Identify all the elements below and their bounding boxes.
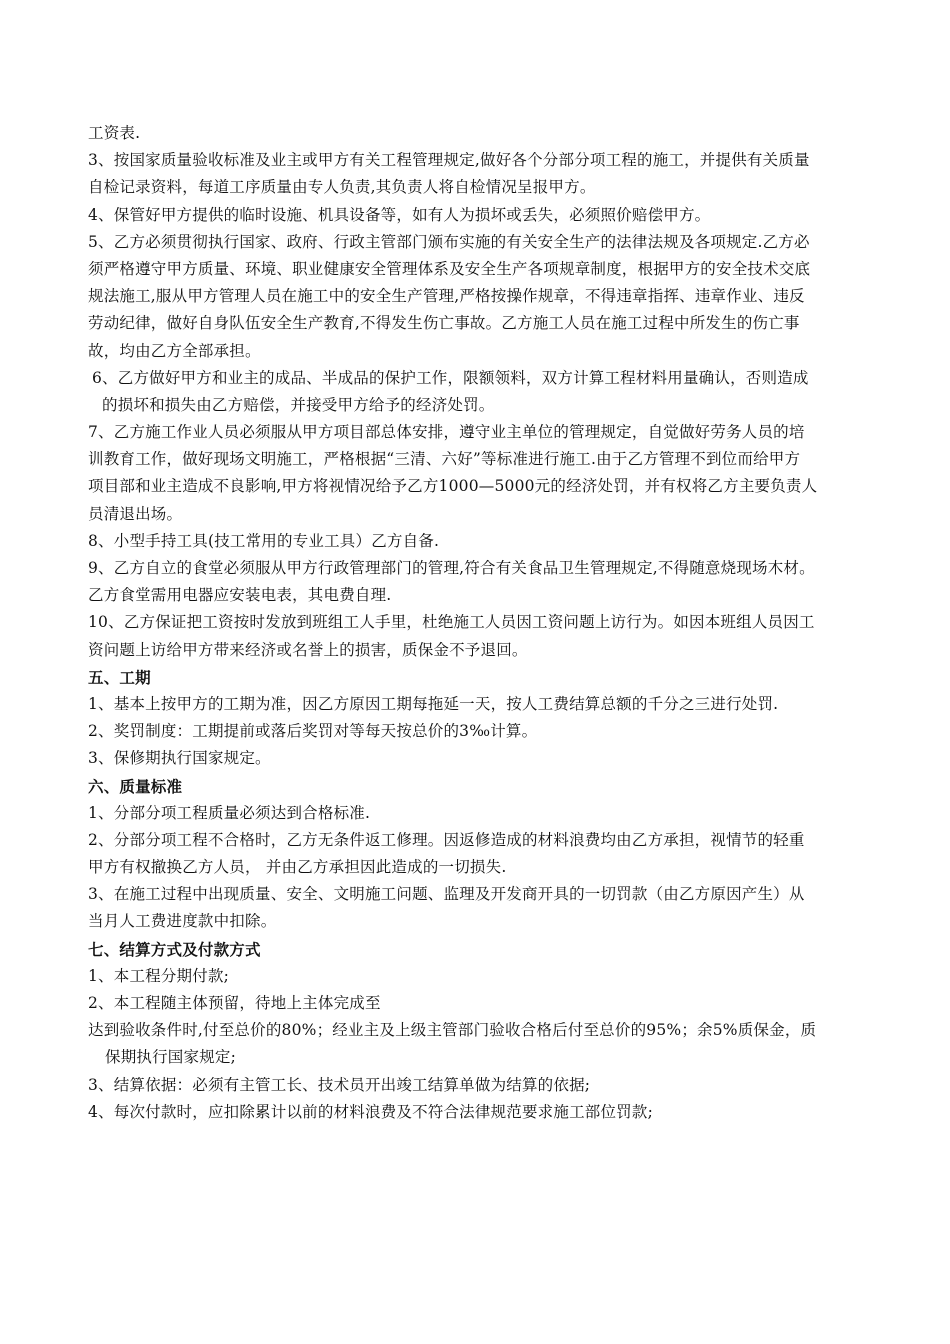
section-heading: 五、工期 [88,667,151,687]
text-line: 9、乙方自立的食堂必须服从甲方行政管理部门的管理,符合有关食品卫生管理规定,不得随意烧现场木材。 [88,559,815,577]
text-line: 故，均由乙方全部承担。 [88,341,261,360]
text-line: 2、本工程随主体预留，待地上主体完成至 [88,994,381,1012]
text-line: 2、奖罚制度：工期提前或落后奖罚对等每天按总价的3‰计算。 [88,722,538,741]
text-line: 3、保修期执行国家规定。 [88,749,271,768]
text-line: 劳动纪律，做好自身队伍安全生产教育,不得发生伤亡事故。乙方施工人员在施工过程中所发生的伤亡事 [88,314,800,333]
text-line: 资问题上访给甲方带来经济或名誉上的损害，质保金不予退回。 [88,640,528,659]
text-line: 当月人工费进度款中扣除。 [88,912,277,931]
text-line: 乙方食堂需用电器应安装电表，其电费自理. [88,586,392,605]
section-heading: 六、质量标准 [88,776,183,796]
text-line: 2、分部分项工程不合格时，乙方无条件返工修理。因返修造成的材料浪费均由乙方承担，视情节的轻重 [88,830,805,849]
text-line: 达到验收条件时,付至总价的80%；经业主及上级主管部门验收合格后付至总价的95%；余5%质保金，质 [88,1021,817,1040]
text-line: 1、分部分项工程质量必须达到合格标准. [88,803,371,822]
text-line: 训教育工作，做好现场文明施工，严格根据“三清、六好”等标准进行施工.由于乙方管理不到位而给甲方 [88,450,801,469]
text-line: 6、乙方做好甲方和业主的成品、半成品的保护工作，限额领料，双方计算工程材料用量确认，否则造成 [92,368,809,387]
text-line: 自检记录资料，每道工序质量由专人负责,其负责人将自检情况呈报甲方。 [88,178,596,197]
text-line: 8、小型手持工具(技工常用的专业工具）乙方自备. [88,531,440,550]
text-line: 10、乙方保证把工资按时发放到班组工人手里，杜绝施工人员因工资问题上访行为。如因本班组人员因工 [88,613,815,632]
text-line: 1、本工程分期付款; [88,966,230,985]
text-line: 的损坏和损失由乙方赔偿，并接受甲方给予的经济处罚。 [102,395,495,414]
text-line: 项目部和业主造成不良影响,甲方将视情况给予乙方1000—5000元的经济处罚，并有权将乙方主要负责人 [88,477,818,496]
document-body [88,120,872,1126]
text-line: 3、按国家质量验收标准及业主或甲方有关工程管理规定,做好各个分部分项工程的施工，并提供有关质量 [88,151,810,170]
text-line: 甲方有权撤换乙方人员， 并由乙方承担因此造成的一切损失. [88,858,507,877]
text-line: 员清退出场。 [88,504,183,523]
text-line: 须严格遵守甲方质量、环境、职业健康安全管理体系及安全生产各项规章制度，根据甲方的安全技术交底 [88,259,811,278]
text-line: 3、结算依据：必须有主管工长、技术员开出竣工结算单做为结算的依据; [88,1075,591,1094]
text-line: 3、在施工过程中出现质量、安全、文明施工问题、监理及开发商开具的一切罚款（由乙方原因产生）从 [88,885,805,904]
text-line: 5、乙方必须贯彻执行国家、政府、行政主管部门颁布实施的有关安全生产的法律法规及各项规定.乙方必 [88,232,810,251]
text-line: 4、每次付款时，应扣除累计以前的材料浪费及不符合法律规范要求施工部位罚款; [88,1102,653,1121]
text-line: 1、基本上按甲方的工期为准，因乙方原因工期每拖延一天，按人工费结算总额的千分之三进行处罚. [88,694,779,713]
text-line: 保期执行国家规定; [105,1048,237,1067]
text-line: 7、乙方施工作业人员必须服从甲方项目部总体安排，遵守业主单位的管理规定，自觉做好劳务人员的培 [88,423,805,442]
section-heading: 七、结算方式及付款方式 [88,939,261,959]
text-line: 4、保管好甲方提供的临时设施、机具设备等，如有人为损坏或丢失，必须照价赔偿甲方。 [88,205,711,224]
text-line: 规法施工,服从甲方管理人员在施工中的安全生产管理,严格按操作规章，不得违章指挥、违章作业、违反 [88,287,805,306]
text-line: 工资表. [88,124,141,142]
